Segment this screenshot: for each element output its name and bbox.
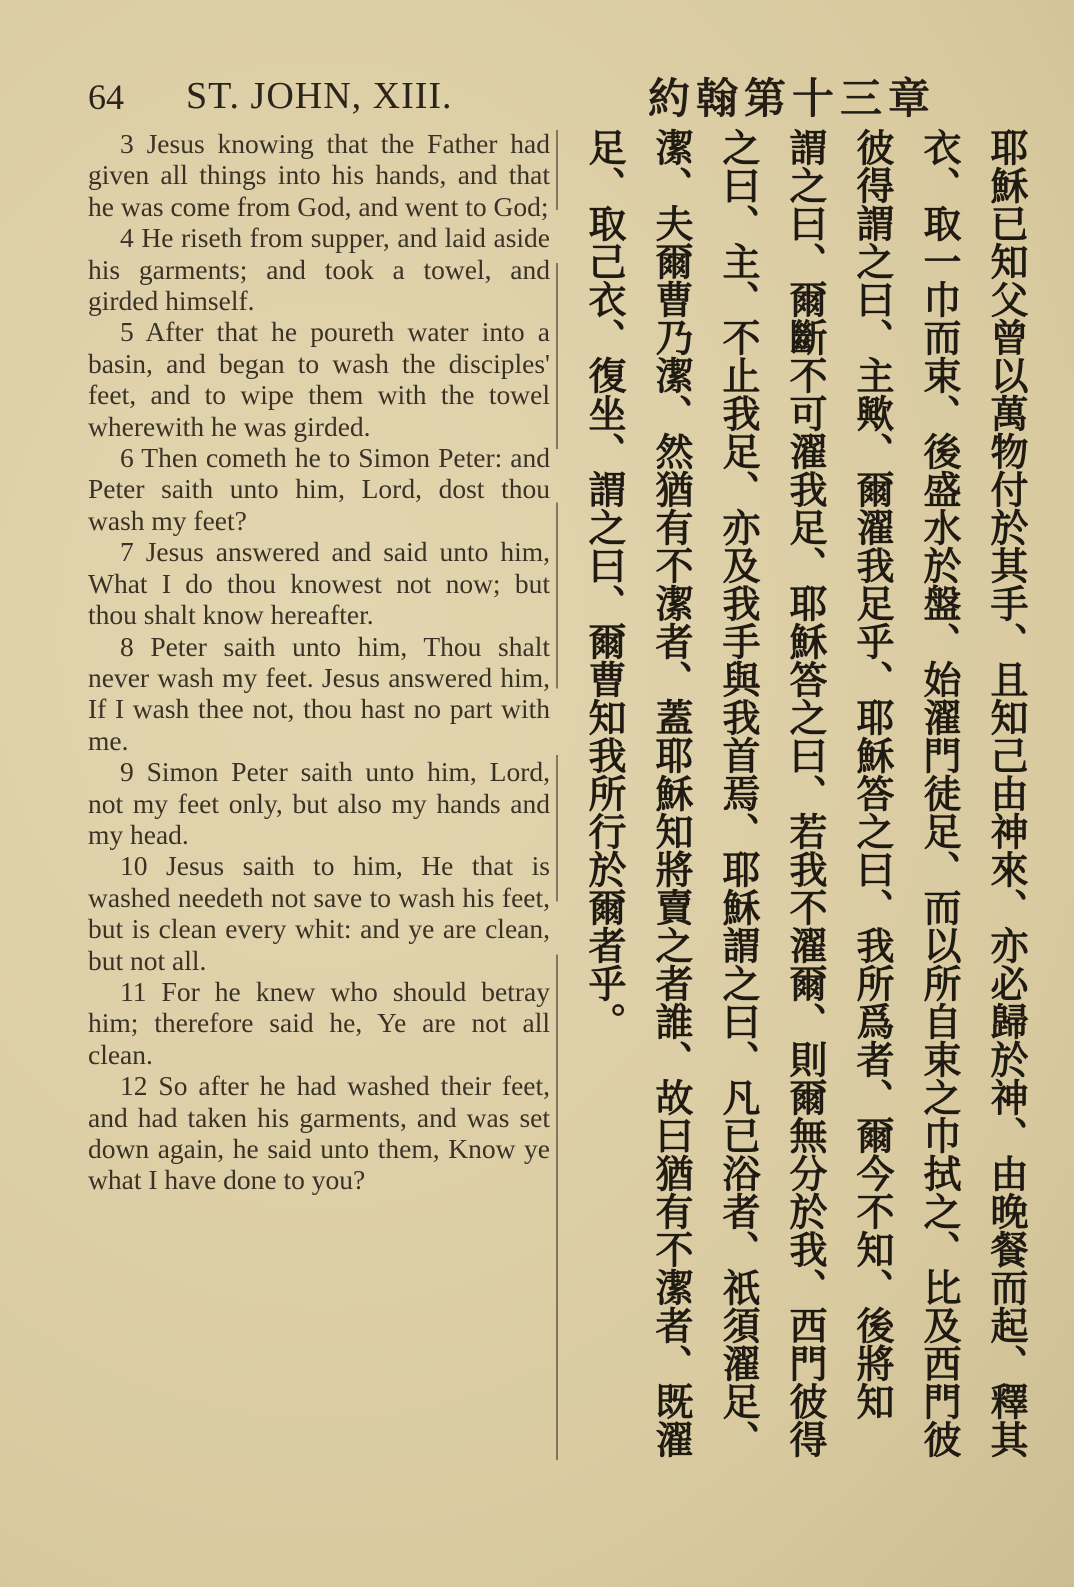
verse-5: 5 After that he poureth water into a basin, and began to wash the disciples' feet, and to wipe them with the towel wherewith he was girded. (88, 316, 550, 442)
chinese-column: 潔、夫爾曹乃潔、然猶有不潔者、蓋耶穌知將賣之者誰、故曰猶有不潔者、既濯 (649, 128, 693, 1458)
verse-4: 4 He riseth from supper, and laid aside his garments; and took a towel, and girded himself. (88, 222, 550, 317)
chinese-text-block (566, 128, 1036, 1468)
column-divider (556, 130, 558, 1460)
chinese-column: 謂之曰、爾斷不可濯我足、耶穌答之曰、若我不濯爾、則爾無分於我、西門彼得 (783, 128, 827, 1458)
english-text-column (88, 128, 550, 1196)
chinese-chapter-head: 約翰第十三章 (648, 74, 937, 123)
chinese-column: 之曰、主、不止我足、亦及我手與我首焉、耶穌謂之曰、凡已浴者、祇須濯足、 (716, 128, 760, 1458)
chinese-column: 彼得謂之曰、主歟、爾濯我足乎、耶穌答之曰、我所爲者、爾今不知、後將知 (850, 128, 894, 1420)
page-number: 64 (88, 77, 124, 117)
chinese-column: 衣、取一巾而束、後盛水於盤、始濯門徒足、而以所自束之巾拭之、比及西門彼 (917, 128, 961, 1458)
verse-8: 8 Peter saith unto him, Thou shalt never wash my feet. Jesus answered him, If I wash thee not, thou hast no part with me. (88, 630, 550, 756)
verse-6: 6 Then cometh he to Simon Peter: and Peter saith unto him, Lord, dost thou wash my feet? (88, 442, 550, 536)
verse-7: 7 Jesus answered and said unto him, What I do thou knowest not now; but thou shalt know hereafter. (88, 536, 550, 631)
verse-11: 11 For he knew who should betray him; therefore said he, Ye are not all clean. (88, 975, 550, 1070)
verse-12: 12 So after he had washed their feet, and had taken his garments, and was set down again, he said unto them, Know ye what I have done to you? (88, 1070, 550, 1196)
chinese-column: 耶穌已知父曾以萬物付於其手、且知己由神來、亦必歸於神、由晚餐而起、釋其 (984, 128, 1028, 1458)
running-head: ST. JOHN, XIII. (186, 75, 453, 117)
verse-3: 3 Jesus knowing that the Father had given all things into his hands, and that he was come from God, and went to God; (88, 128, 550, 222)
chinese-column: 足、取己衣、復坐、謂之曰、爾曹知我所行於爾者乎。 (582, 128, 626, 1040)
verse-10: 10 Jesus saith to him, He that is washed needeth not save to wash his feet, but is clean every whit: and ye are clean, but not all. (88, 850, 550, 976)
verse-9: 9 Simon Peter saith unto him, Lord, not my feet only, but also my hands and my head. (88, 756, 550, 850)
